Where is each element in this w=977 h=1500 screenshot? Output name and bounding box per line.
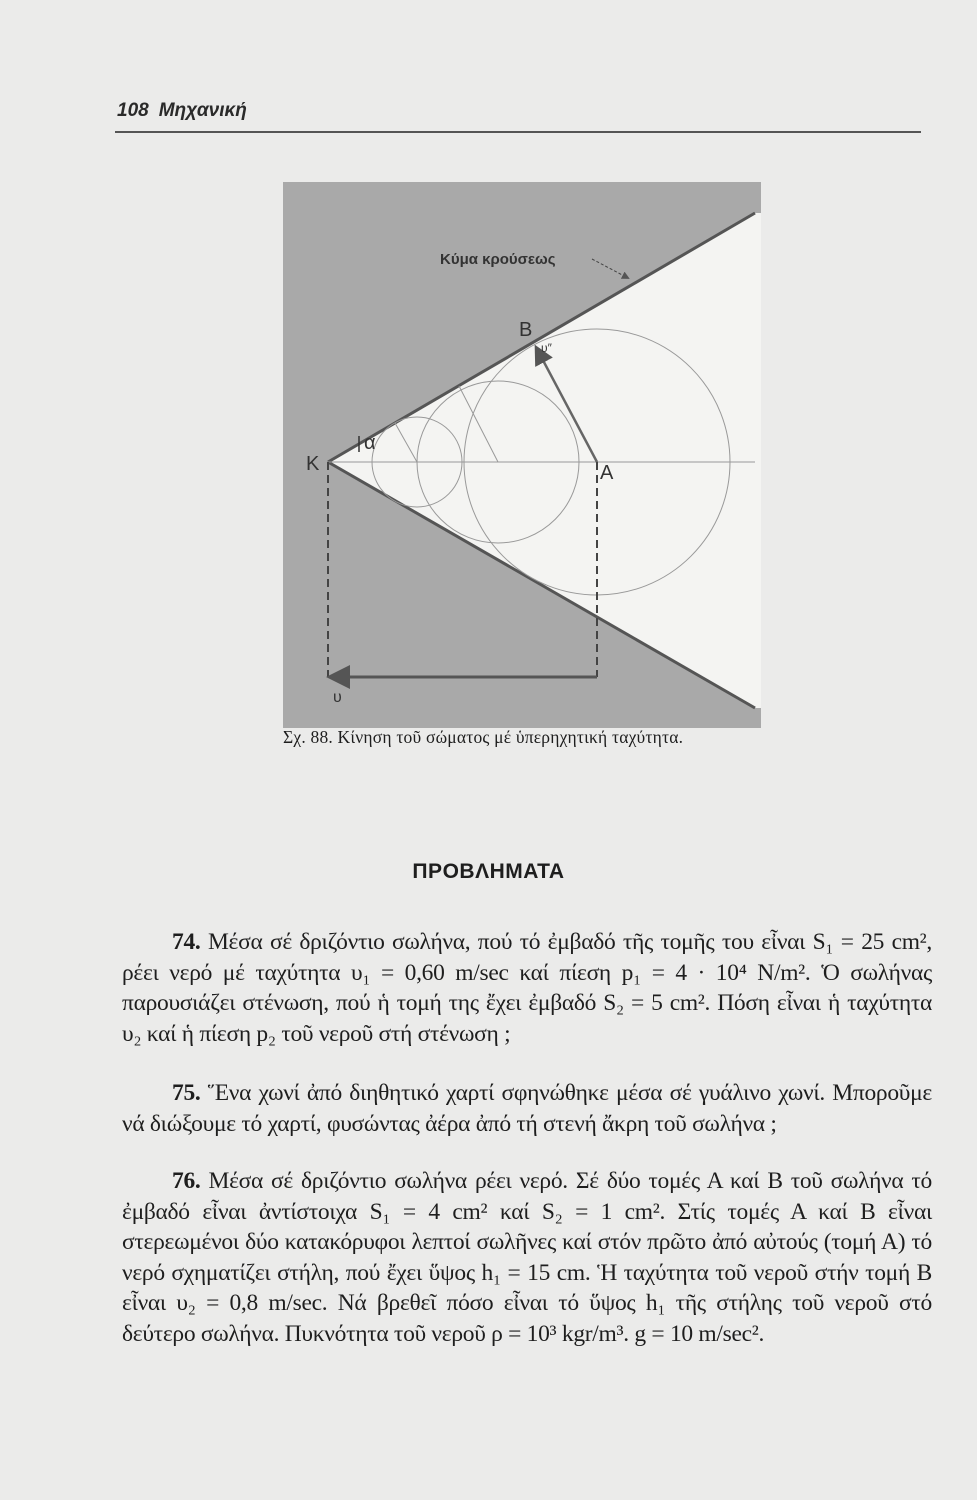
problem-number: 75.: [172, 1080, 201, 1106]
problem-number: 74.: [172, 929, 201, 955]
u-label: υ: [333, 689, 342, 706]
shock-wave-label: Κύμα κρούσεως: [440, 251, 556, 268]
angle-alpha-label: α: [364, 432, 376, 454]
section-title: Μηχανική: [158, 100, 247, 121]
problem-76: [122, 1166, 932, 1349]
point-a-label: A: [600, 462, 614, 484]
problem-text: Μέσα σέ δριζόντιο σωλήνα ρέει νερό. Σέ δύο τομές Α καί Β τοῦ σωλήνα τό ἐμβαδό εἶναι ἀντίστοιχα S₁ = 4 cm² καί S₂ = 1 cm². Στίς τομές Α καί Β εἶναι στερεωμένοι δύο κατακόρυφοι λεπτοί σωλῆνες καί στόν πρῶτο ἀπό αὐτούς (τομή Α) τό νερό σχηματίζει στήλη, πού ἔχει ὕψος h₁ = 15 cm. Ἡ ταχύτητα τοῦ νεροῦ στήν τομή Β εἶναι υ₂ = 0,8 m/sec. Νά βρεθεῖ πόσο εἶναι τό ὕψος h₁ τῆς στήλης τοῦ νεροῦ στό δεύτερο σωλήνα. Πυκνότητα τοῦ νεροῦ ρ = 10³ kgr/m³. g = 10 m/sec².: [122, 1168, 932, 1347]
page-number: 108: [117, 100, 149, 121]
figure-caption: Σχ. 88. Κίνηση τοῦ σώματος μέ ὑπερηχητική ταχύτητα.: [283, 727, 684, 747]
problem-75: [122, 1078, 932, 1139]
problem-74: [122, 927, 932, 1049]
u-normal-label: υ″: [541, 341, 552, 355]
problem-number: 76.: [172, 1168, 201, 1194]
problem-text: Μέσα σέ δριζόντιο σωλήνα, πού τό ἐμβαδό τῆς τομῆς του εἶναι S₁ = 25 cm², ρέει νερό μέ ταχύτητα υ₁ = 0,60 m/sec καί πίεση p₁ = 4 · 10⁴ N/m². Ὁ σωλήνας παρουσιάζει στένωση, πού ἡ τομή της ἔχει ἐμβαδό S₂ = 5 cm². Πόση εἶναι ἡ ταχύτητα υ₂ καί ἡ πίεση p₂ τοῦ νεροῦ στή στένωση ;: [122, 929, 932, 1047]
problem-text: Ἕνα χωνί ἀπό διηθητικό χαρτί σφηνώθηκε μέσα σέ γυάλινο χωνί. Μποροῦμε νά διώξουμε τό χαρτί, φυσώντας ἀέρα ἀπό τή στενή ἄκρη τοῦ σωλήνα ;: [122, 1080, 933, 1137]
problems-heading: ΠΡΟΒΛΗΜΑΤΑ: [412, 860, 565, 883]
point-b-label: B: [519, 319, 533, 341]
point-k-label: K: [306, 453, 320, 475]
